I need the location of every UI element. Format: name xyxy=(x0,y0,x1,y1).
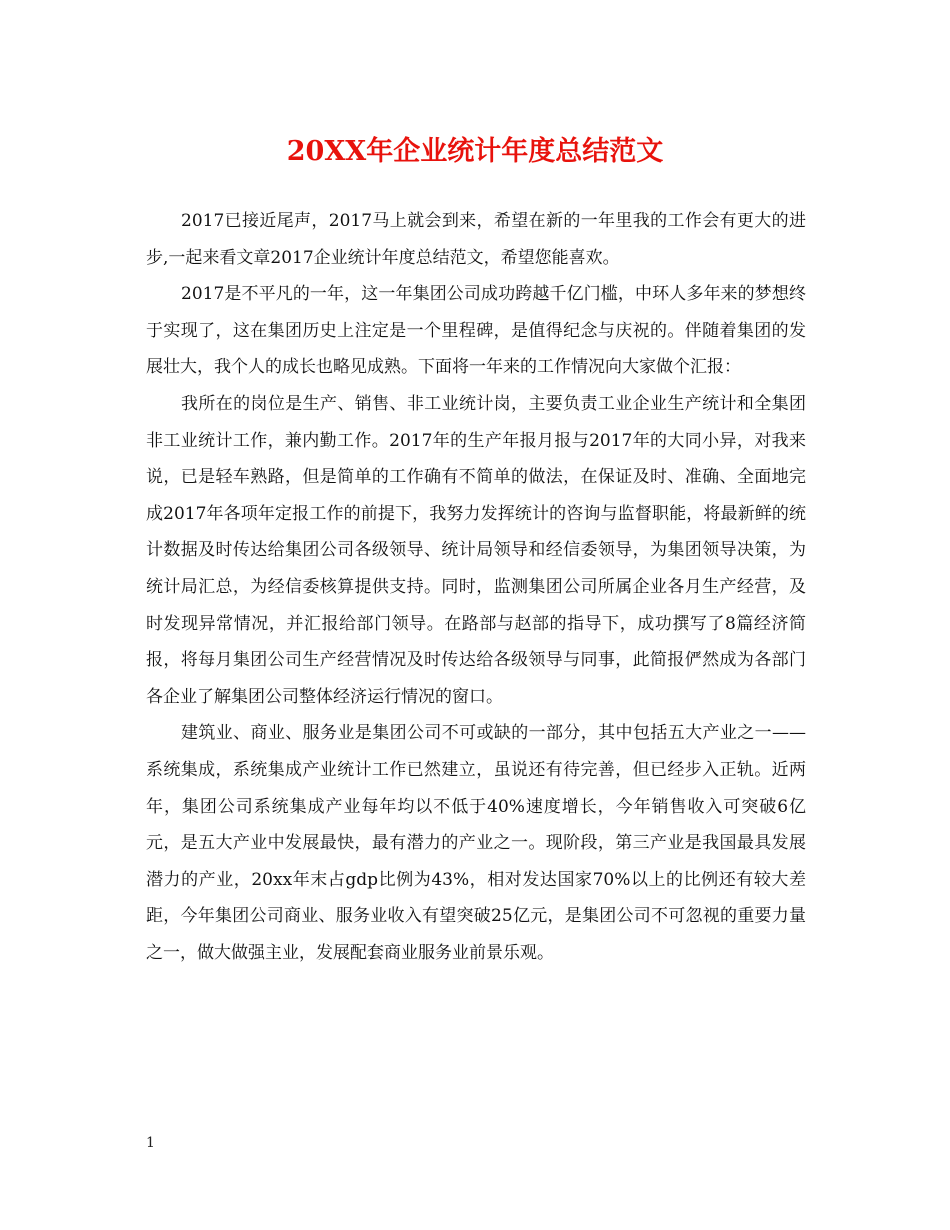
paragraph-service-industry: 建筑业、商业、服务业是集团公司不可或缺的一部分，其中包括五大产业之一——系统集成，系统集成产业统计工作已然建立，虽说还有待完善，但已经步入正轨。近两年，集团公司系统集成产业每年均以不低于40%速度增长，今年销售收入可突破6亿元，是五大产业中发展最快，最有潜力的产业之一。现阶段，第三产业是我国最具发展潜力的产业，20xx年末占gdp比例为43%，相对发达国家70%以上的比例还有较大差距，今年集团公司商业、服务业收入有望突破25亿元，是集团公司不可忽视的重要力量之一，做大做强主业，发展配套商业服务业前景乐观。 xyxy=(146,723,806,963)
document-title: 20XX年企业统计年度总结范文 xyxy=(286,136,664,167)
paragraph-year-review: 2017是不平凡的一年，这一年集团公司成功跨越千亿门槛，中环人多年来的梦想终于实现了，这在集团历史上注定是一个里程碑，是值得纪念与庆祝的。伴随着集团的发展壮大，我个人的成长也略见成熟。下面将一年来的工作情况向大家做个汇报： xyxy=(146,284,806,378)
document-body xyxy=(146,203,806,971)
paragraph-intro: 2017已接近尾声，2017马上就会到来，希望在新的一年里我的工作会有更大的进步,一起来看文章2017企业统计年度总结范文，希望您能喜欢。 xyxy=(146,211,806,268)
page-number: 1 xyxy=(146,1135,155,1151)
paragraph-job-duties: 我所在的岗位是生产、销售、非工业统计岗，主要负责工业企业生产统计和全集团非工业统计工作，兼内勤工作。2017年的生产年报月报与2017年的大同小异，对我来说，已是轻车熟路，但是简单的工作确有不简单的做法，在保证及时、准确、全面地完成2017年各项年定报工作的前提下，我努力发挥统计的咨询与监督职能，将最新鲜的统计数据及时传达给集团公司各级领导、统计局领导和经信委领导，为集团领导决策，为统计局汇总，为经信委核算提供支持。同时，监测集团公司所属企业各月生产经营，及时发现异常情况，并汇报给部门领导。在路部与赵部的指导下，成功撰写了8篇经济简报，将每月集团公司生产经营情况及时传达给各级领导与同事，此简报俨然成为各部门各企业了解集团公司整体经济运行情况的窗口。 xyxy=(146,393,806,707)
